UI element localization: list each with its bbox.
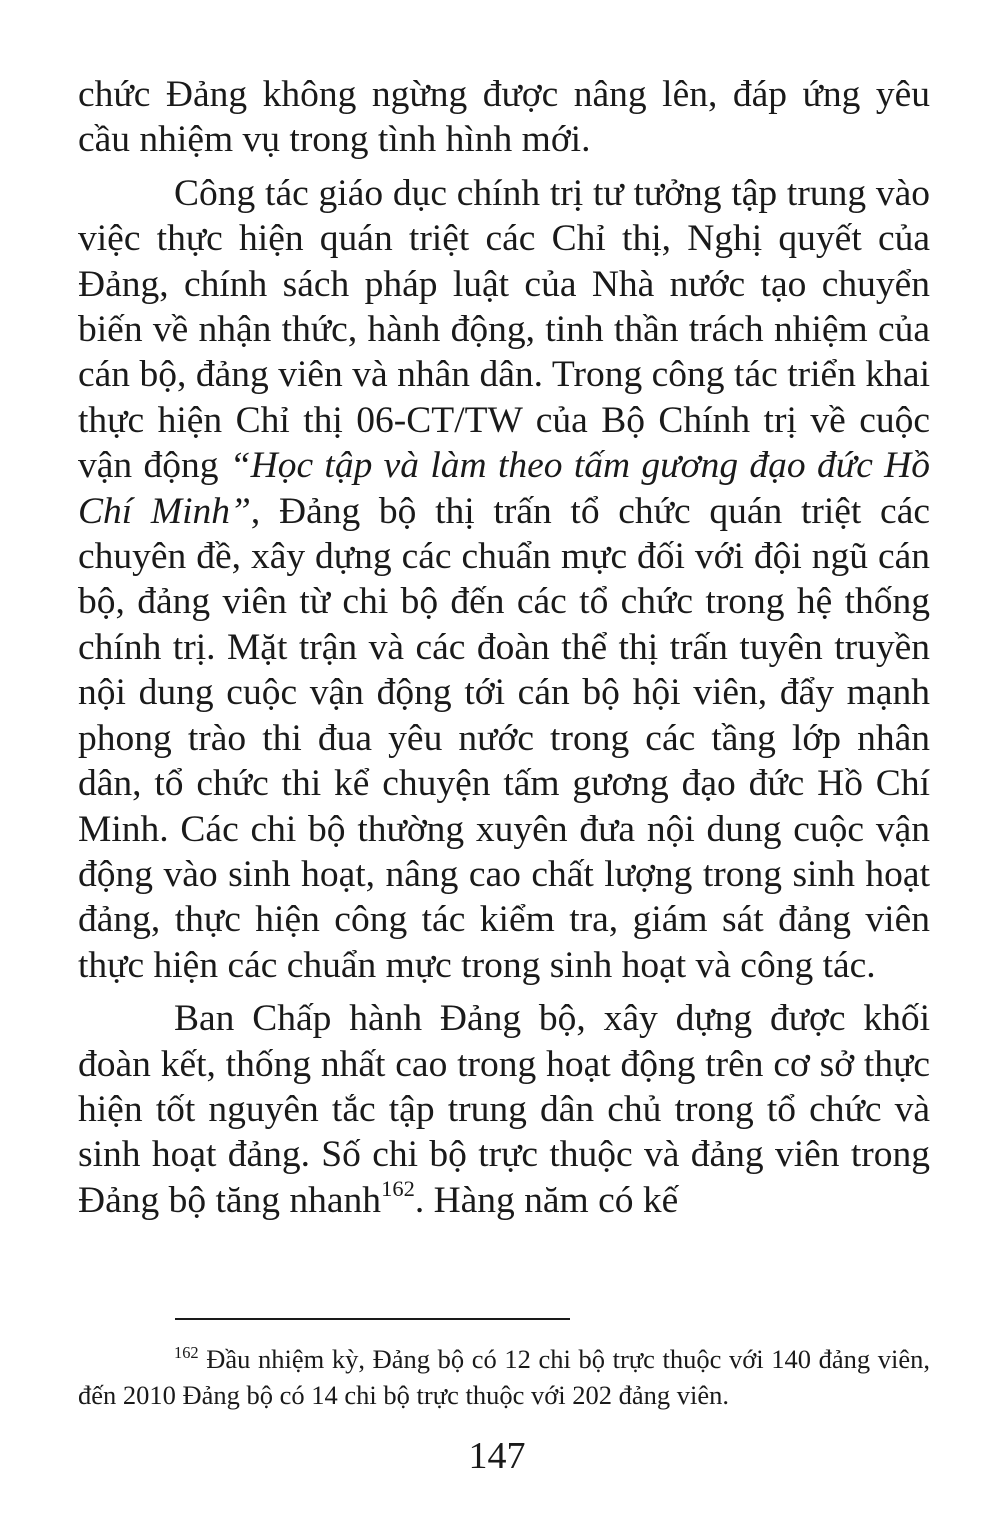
paragraph-text: . Hàng năm có kế [414, 1179, 679, 1221]
footnote-text: Đầu nhiệm kỳ, Đảng bộ có 12 chi bộ trực thuộc với 140 đảng viên, đến 2010 Đảng bộ có 14 chi bộ trực thuộc với 202 đảng viên. [78, 1344, 930, 1410]
paragraph-political-education [78, 171, 930, 988]
paragraph-text: Ban Chấp hành Đảng bộ, xây dựng được khối đoàn kết, thống nhất cao trong hoạt động trên cơ sở thực hiện tốt nguyên tắc tập trung dân chủ trong tổ chức và sinh hoạt đảng. Số chi bộ trực thuộc và đảng viên trong Đảng bộ tăng nhanh [78, 998, 930, 1221]
campaign-title-italic: “Học tập và làm theo tấm gương đạo đức Hồ Chí Minh” [78, 445, 930, 532]
paragraph-text: , Đảng bộ thị trấn tổ chức quán triệt các chuyên đề, xây dựng các chuẩn mực đối với đội ngũ cán bộ, đảng viên từ chi bộ đến các tổ chức trong hệ thống chính trị. Mặt trận và các đoàn thể thị trấn tuyên truyền nội dung cuộc vận động tới cán bộ hội viên, đẩy mạnh phong trào thi đua yêu nước trong các tầng lớp nhân dân, tổ chức thi kể chuyện tấm gương đạo đức Hồ Chí Minh. Các chi bộ thường xuyên đưa nội dung cuộc vận động vào sinh hoạt, nâng cao chất lượng trong sinh hoạt đảng, thực hiện công tác kiểm tra, giám sát đảng viên thực hiện các chuẩn mực trong sinh hoạt và công tác. [78, 490, 930, 986]
footnote-number: 162 [174, 1342, 199, 1362]
footnote [78, 1341, 930, 1413]
footnote-separator [175, 1318, 570, 1320]
paragraph-text: chức Đảng không ngừng được nâng lên, đáp ứng yêu cầu nhiệm vụ trong tình hình mới. [78, 74, 930, 161]
paragraph-text: Công tác giáo dục chính trị tư tưởng tập trung vào việc thực hiện quán triệt các Chỉ thị, Nghị quyết của Đảng, chính sách pháp luật của Nhà nước tạo chuyển biến về nhận thức, hành động, tinh thần trách nhiệm của cán bộ, đảng viên và nhân dân. Trong công tác triển khai thực hiện Chỉ thị 06-CT/TW của Bộ Chính trị về cuộc vận động [78, 172, 930, 487]
main-text [78, 72, 930, 1223]
footnote-reference: 162 [381, 1175, 415, 1201]
paragraph-continued [78, 72, 930, 163]
paragraph-executive-committee [78, 996, 930, 1223]
page-number: 147 [468, 1435, 526, 1477]
